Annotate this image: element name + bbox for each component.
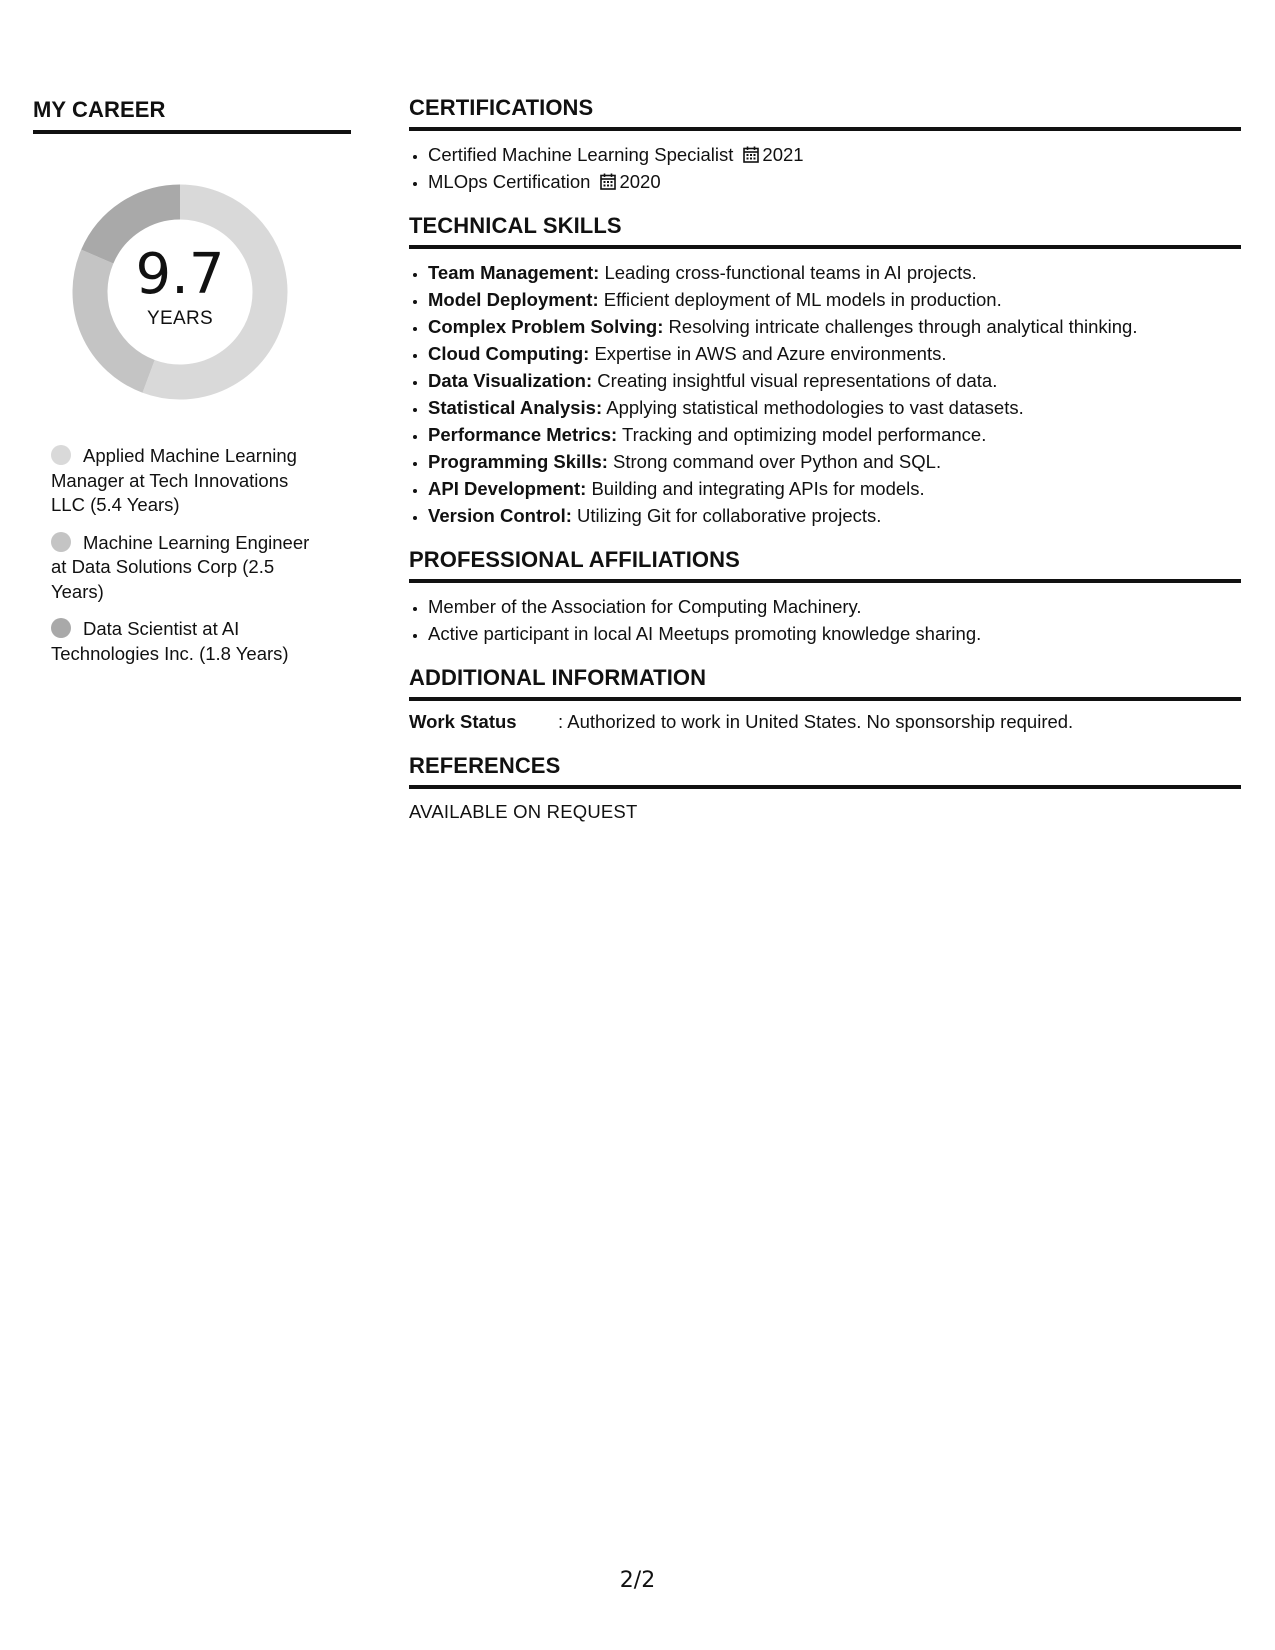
skill-desc: Building and integrating APIs for models. bbox=[586, 478, 925, 499]
skills-heading: TECHNICAL SKILLS bbox=[409, 213, 1241, 249]
total-years-value: 9.7 bbox=[135, 242, 225, 307]
calendar-icon bbox=[743, 146, 759, 163]
references-heading: REFERENCES bbox=[409, 753, 1241, 789]
skill-name: Version Control: bbox=[428, 505, 572, 526]
skill-name: Data Visualization: bbox=[428, 370, 593, 391]
skill-desc: Resolving intricate challenges through analytical thinking. bbox=[663, 316, 1138, 337]
additional-section bbox=[409, 665, 1241, 735]
certifications-heading: CERTIFICATIONS bbox=[409, 95, 1241, 131]
certifications-section bbox=[409, 95, 1241, 195]
list-item bbox=[428, 313, 1241, 340]
list-item bbox=[428, 168, 1241, 195]
affiliations-section bbox=[409, 547, 1241, 647]
list-item: • Active participant in local AI Meetups promoting knowledge sharing. bbox=[428, 620, 1241, 647]
legend-dot bbox=[51, 532, 71, 552]
skill-name: Team Management: bbox=[428, 262, 600, 283]
skills-list bbox=[409, 259, 1241, 529]
list-item bbox=[428, 394, 1241, 421]
skills-section bbox=[409, 213, 1241, 529]
legend-dot bbox=[51, 618, 71, 638]
work-status-label: Work Status bbox=[409, 711, 517, 732]
list-item bbox=[428, 421, 1241, 448]
legend-item bbox=[51, 531, 323, 605]
legend-text: Data Scientist at AI Technologies Inc. (1.8 Years) bbox=[51, 618, 289, 664]
calendar-icon bbox=[600, 173, 616, 190]
page-number: 2/2 bbox=[619, 1568, 656, 1593]
career-column bbox=[33, 97, 351, 679]
skill-name: Programming Skills: bbox=[428, 451, 608, 472]
list-item bbox=[428, 259, 1241, 286]
career-donut-chart bbox=[66, 178, 294, 406]
work-status-value: : Authorized to work in United States. No sponsorship required. bbox=[558, 711, 1074, 732]
skill-name: API Development: bbox=[428, 478, 587, 499]
skill-name: Complex Problem Solving: bbox=[428, 316, 664, 337]
skill-desc: Creating insightful visual representations of data. bbox=[592, 370, 998, 391]
skill-name: Model Deployment: bbox=[428, 289, 599, 310]
certifications-list bbox=[409, 141, 1241, 195]
skill-desc: Strong command over Python and SQL. bbox=[607, 451, 942, 472]
legend-text: Applied Machine Learning Manager at Tech Innovations LLC (5.4 Years) bbox=[51, 445, 297, 515]
skill-desc: Leading cross-functional teams in AI projects. bbox=[599, 262, 977, 283]
work-status-row bbox=[409, 708, 1241, 735]
legend-item bbox=[51, 444, 323, 518]
list-item bbox=[428, 502, 1241, 529]
list-item: • Member of the Association for Computing Machinery. bbox=[428, 593, 1241, 620]
cert-name: Certified Machine Learning Specialist bbox=[428, 144, 734, 165]
list-item bbox=[428, 340, 1241, 367]
affiliations-list bbox=[409, 593, 1241, 647]
cert-year: 2020 bbox=[619, 171, 661, 192]
skill-name: Statistical Analysis: bbox=[428, 397, 603, 418]
list-item bbox=[428, 367, 1241, 394]
legend-text: Machine Learning Engineer at Data Solutions Corp (2.5 Years) bbox=[51, 531, 310, 602]
skill-desc: Applying statistical methodologies to vast datasets. bbox=[602, 397, 1024, 418]
skill-name: Cloud Computing: bbox=[428, 343, 590, 364]
total-years-label: YEARS bbox=[147, 308, 213, 329]
skill-desc: Utilizing Git for collaborative projects. bbox=[571, 505, 882, 526]
list-item bbox=[428, 475, 1241, 502]
references-section bbox=[409, 753, 1241, 825]
career-heading: MY CAREER bbox=[33, 97, 351, 134]
skill-desc: Tracking and optimizing model performance. bbox=[617, 424, 987, 445]
legend-item bbox=[51, 617, 323, 666]
donut-center bbox=[66, 178, 294, 406]
cert-name: MLOps Certification bbox=[428, 171, 591, 192]
list-item bbox=[428, 286, 1241, 313]
skill-name: Performance Metrics: bbox=[428, 424, 618, 445]
list-item bbox=[428, 141, 1241, 168]
list-item bbox=[428, 448, 1241, 475]
cert-date bbox=[600, 171, 660, 192]
career-legend bbox=[51, 444, 323, 666]
skill-desc: Expertise in AWS and Azure environments. bbox=[589, 343, 947, 364]
cert-year: 2021 bbox=[762, 144, 804, 165]
additional-heading: ADDITIONAL INFORMATION bbox=[409, 665, 1241, 701]
cert-date bbox=[743, 144, 803, 165]
main-column bbox=[409, 95, 1241, 825]
skill-desc: Efficient deployment of ML models in production. bbox=[598, 289, 1002, 310]
legend-dot bbox=[51, 445, 71, 465]
affiliations-heading: PROFESSIONAL AFFILIATIONS bbox=[409, 547, 1241, 583]
references-text: AVAILABLE ON REQUEST bbox=[409, 801, 638, 822]
